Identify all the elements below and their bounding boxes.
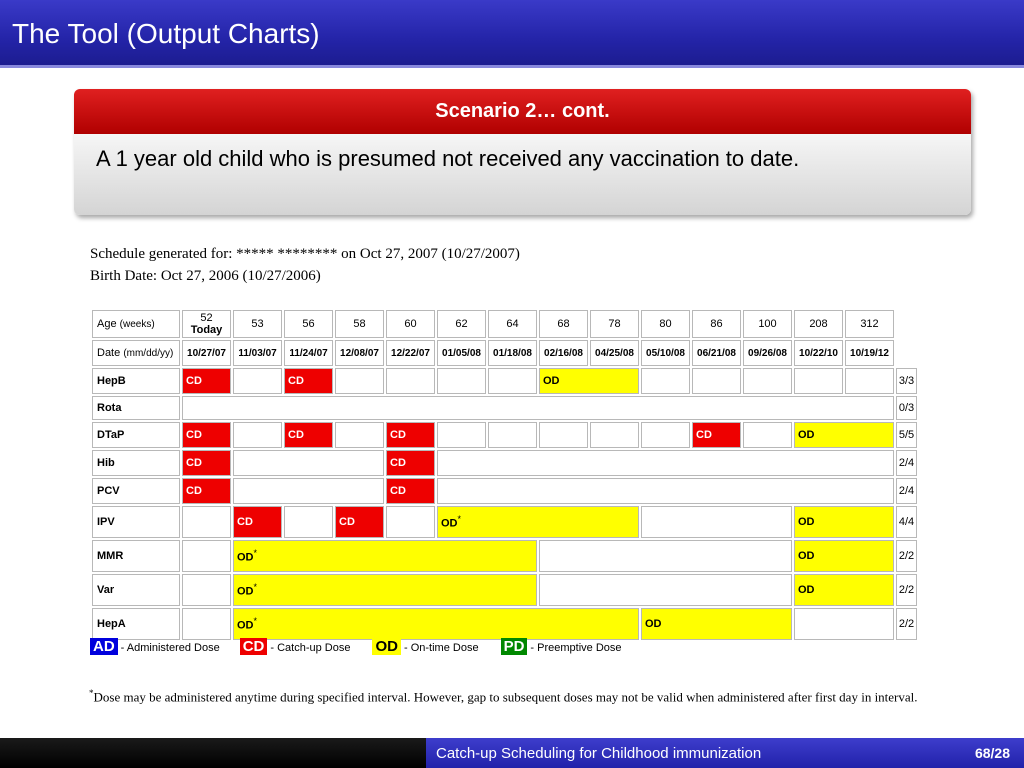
empty-cell — [845, 368, 894, 394]
date-cell — [743, 340, 792, 366]
dose-status-value: 2/2 — [898, 550, 915, 562]
on-time-dose-cell — [794, 540, 894, 572]
date-cell — [845, 340, 894, 366]
age-value: 100 — [758, 318, 777, 330]
age-value: 64 — [506, 318, 519, 330]
empty-cell — [692, 368, 741, 394]
age-value: 60 — [404, 318, 417, 330]
empty-cell — [182, 540, 231, 572]
empty-cell — [437, 478, 894, 504]
date-value: 02/16/08 — [544, 347, 583, 359]
vaccine-label: PCV — [97, 485, 120, 497]
catch-up-dose-cell — [182, 478, 231, 504]
age-value: 56 — [302, 318, 315, 330]
vaccine-label: HepA — [97, 618, 126, 630]
catch-up-dose-cell — [182, 422, 231, 448]
footer-text: Catch-up Scheduling for Childhood immunization — [436, 745, 762, 762]
age-unit: (weeks) — [119, 319, 155, 330]
legend-item-od — [372, 638, 479, 655]
vaccine-label: DTaP — [97, 429, 125, 441]
vaccine-name — [92, 506, 180, 538]
dose-code: OD — [798, 429, 815, 441]
date-value: 11/03/07 — [238, 347, 277, 359]
dose-code: CD — [390, 457, 406, 469]
age-value: 80 — [659, 318, 672, 330]
age-cell — [641, 310, 690, 338]
empty-cell — [437, 422, 486, 448]
catch-up-dose-cell — [284, 368, 333, 394]
slide-title: The Tool (Output Charts) — [12, 18, 320, 49]
catch-up-dose-cell — [386, 422, 435, 448]
dose-star: * — [253, 616, 258, 627]
on-time-dose-cell — [539, 368, 639, 394]
dose-code: CD — [696, 429, 712, 441]
date-value: 12/22/07 — [391, 347, 430, 359]
age-cell — [590, 310, 639, 338]
today-label: Today — [190, 324, 223, 336]
dose-status-value: 5/5 — [898, 429, 915, 441]
dose-status — [896, 368, 917, 394]
date-row — [92, 340, 917, 366]
age-cell — [743, 310, 792, 338]
empty-cell — [539, 540, 792, 572]
date-cell — [692, 340, 741, 366]
age-value: 86 — [710, 318, 723, 330]
date-cell — [335, 340, 384, 366]
dose-code: OD — [441, 517, 458, 530]
vaccine-row-hib — [92, 450, 917, 476]
vaccine-row-ipv — [92, 506, 917, 538]
empty-cell — [233, 368, 282, 394]
footnote — [89, 684, 965, 706]
on-time-dose-cell — [641, 608, 792, 640]
date-cell — [590, 340, 639, 366]
dose-status — [896, 422, 917, 448]
empty-cell — [233, 450, 384, 476]
date-cell — [488, 340, 537, 366]
catch-up-dose-cell — [182, 368, 231, 394]
empty-cell — [233, 422, 282, 448]
catch-up-dose-cell — [233, 506, 282, 538]
on-time-dose-cell — [233, 608, 639, 640]
dose-status — [896, 506, 917, 538]
age-value: 52 — [200, 312, 213, 324]
date-value: 05/10/08 — [646, 347, 685, 359]
dose-status-value: 2/2 — [898, 618, 915, 630]
dose-code: CD — [288, 375, 304, 387]
age-value: 58 — [353, 318, 366, 330]
footer-right — [426, 738, 1024, 768]
date-header — [92, 340, 180, 366]
vaccine-row-mmr — [92, 540, 917, 572]
catch-up-dose-cell — [386, 450, 435, 476]
block-body — [74, 134, 971, 215]
age-row — [92, 310, 917, 338]
vaccine-name — [92, 574, 180, 606]
empty-cell — [743, 422, 792, 448]
vaccine-row-var — [92, 574, 917, 606]
date-cell — [182, 340, 231, 366]
empty-cell — [641, 368, 690, 394]
dose-code: CD — [288, 429, 304, 441]
date-cell — [641, 340, 690, 366]
dose-code: CD — [390, 429, 406, 441]
empty-cell — [284, 506, 333, 538]
vaccine-name — [92, 450, 180, 476]
empty-cell — [335, 368, 384, 394]
vaccine-row-dtap — [92, 422, 917, 448]
on-time-dose-cell — [233, 540, 537, 572]
dose-code: CD — [390, 485, 406, 497]
legend-label: - Preemptive Dose — [530, 642, 622, 654]
empty-cell — [386, 506, 435, 538]
vaccine-name — [92, 368, 180, 394]
date-value: 01/18/08 — [493, 347, 532, 359]
schedule-chart — [86, 238, 966, 728]
date-value: 01/05/08 — [442, 347, 481, 359]
dose-code: OD — [237, 585, 254, 598]
date-cell — [794, 340, 843, 366]
footer-left — [0, 738, 426, 768]
dose-status — [896, 478, 917, 504]
dose-star: * — [457, 514, 462, 525]
legend-swatch: AD — [90, 638, 118, 655]
dose-code: OD — [645, 618, 662, 630]
empty-cell — [488, 368, 537, 394]
status-header — [896, 310, 917, 338]
dose-code: OD — [798, 516, 815, 528]
vaccine-row-pcv — [92, 478, 917, 504]
legend-item-cd — [240, 638, 351, 655]
legend-swatch: PD — [501, 638, 528, 655]
on-time-dose-cell — [794, 422, 894, 448]
age-cell — [182, 310, 231, 338]
dose-star: * — [253, 548, 258, 559]
empty-cell — [182, 506, 231, 538]
date-value: 10/27/07 — [187, 347, 226, 359]
legend-item-pd — [501, 638, 622, 655]
legend-swatch: CD — [240, 638, 268, 655]
vaccine-name — [92, 540, 180, 572]
vaccine-name — [92, 422, 180, 448]
empty-cell — [539, 574, 792, 606]
dose-status — [896, 450, 917, 476]
vaccine-row-hepa — [92, 608, 917, 640]
catch-up-dose-cell — [386, 478, 435, 504]
dose-code: OD — [237, 551, 254, 564]
date-value: 10/22/10 — [799, 347, 838, 359]
empty-cell — [233, 478, 384, 504]
vaccine-row-hepb — [92, 368, 917, 394]
catch-up-dose-cell — [692, 422, 741, 448]
dose-status-value: 2/4 — [898, 457, 915, 469]
dose-status — [896, 608, 917, 640]
age-cell — [284, 310, 333, 338]
page-number: 68/28 — [974, 745, 1010, 761]
empty-cell — [182, 574, 231, 606]
age-value: 53 — [251, 318, 264, 330]
vaccine-name — [92, 478, 180, 504]
date-value: 04/25/08 — [595, 347, 634, 359]
age-value: 312 — [860, 318, 879, 330]
empty-cell — [641, 506, 792, 538]
age-value: 68 — [557, 318, 570, 330]
legend — [90, 638, 622, 655]
empty-cell — [488, 422, 537, 448]
footer — [0, 738, 1024, 768]
empty-cell — [437, 450, 894, 476]
on-time-dose-cell — [233, 574, 537, 606]
date-value: 12/08/07 — [340, 347, 379, 359]
empty-cell — [182, 396, 894, 420]
catch-up-dose-cell — [335, 506, 384, 538]
age-value: 62 — [455, 318, 468, 330]
vaccine-row-rota — [92, 396, 917, 420]
on-time-dose-cell — [794, 506, 894, 538]
empty-cell — [335, 422, 384, 448]
age-cell — [386, 310, 435, 338]
date-value: 10/19/12 — [850, 347, 889, 359]
dose-code: CD — [186, 429, 202, 441]
empty-cell — [794, 608, 894, 640]
empty-cell — [539, 422, 588, 448]
empty-cell — [743, 368, 792, 394]
legend-label: - Catch-up Dose — [270, 642, 351, 654]
on-time-dose-cell — [794, 574, 894, 606]
vaccine-label: HepB — [97, 375, 126, 387]
date-label: Date — [97, 347, 121, 359]
dose-status-value: 4/4 — [898, 516, 915, 528]
age-header — [92, 310, 180, 338]
age-cell — [233, 310, 282, 338]
age-cell — [539, 310, 588, 338]
schedule-generated-for: Schedule generated for: ***** ******** on Oct 27, 2007 (10/27/2007) — [90, 246, 520, 262]
vaccine-label: IPV — [97, 516, 115, 528]
vaccine-name — [92, 608, 180, 640]
age-cell — [335, 310, 384, 338]
date-cell — [284, 340, 333, 366]
title-bar — [0, 0, 1024, 68]
date-value: 09/26/08 — [748, 347, 787, 359]
catch-up-dose-cell — [182, 450, 231, 476]
age-cell — [692, 310, 741, 338]
dose-status-value: 0/3 — [898, 402, 915, 414]
date-cell — [437, 340, 486, 366]
dose-status-value: 3/3 — [898, 375, 915, 387]
date-cell — [386, 340, 435, 366]
age-cell — [488, 310, 537, 338]
vaccine-label: Var — [97, 584, 115, 596]
dose-status — [896, 574, 917, 606]
dose-status — [896, 396, 917, 420]
date-value: 06/21/08 — [697, 347, 736, 359]
dose-code: OD — [543, 375, 560, 387]
birth-date: Birth Date: Oct 27, 2006 (10/27/2006) — [90, 268, 321, 284]
empty-cell — [182, 608, 231, 640]
age-cell — [794, 310, 843, 338]
date-cell — [233, 340, 282, 366]
dose-code: OD — [798, 584, 815, 596]
dose-star: * — [253, 582, 258, 593]
catch-up-dose-cell — [284, 422, 333, 448]
date-unit: (mm/dd/yy) — [123, 348, 174, 359]
age-label: Age — [97, 318, 117, 330]
scenario-block — [74, 89, 971, 215]
legend-item-ad — [90, 638, 220, 655]
dose-code: CD — [237, 516, 253, 528]
dose-code: OD — [237, 619, 254, 632]
vaccine-name — [92, 396, 180, 420]
empty-cell — [794, 368, 843, 394]
date-value: 11/24/07 — [289, 347, 328, 359]
age-value: 78 — [608, 318, 621, 330]
vaccine-label: Hib — [97, 457, 115, 469]
block-text: A 1 year old child who is presumed not received any vaccination to date. — [96, 146, 800, 171]
empty-cell — [590, 422, 639, 448]
age-value: 208 — [809, 318, 828, 330]
dose-status — [896, 540, 917, 572]
block-title: Scenario 2… cont. — [74, 89, 971, 134]
footnote-text: Dose may be administered anytime during specified interval. However, gap to subsequent doses may not be valid when administered after first day in interval. — [93, 689, 918, 705]
dose-code: CD — [186, 457, 202, 469]
empty-cell — [641, 422, 690, 448]
legend-swatch: OD — [372, 638, 401, 655]
vaccine-label: Rota — [97, 402, 122, 414]
dose-code: CD — [186, 375, 202, 387]
legend-label: - On-time Dose — [403, 642, 479, 654]
footnote-star: * — [89, 688, 94, 698]
on-time-dose-cell — [437, 506, 639, 538]
vaccine-label: MMR — [97, 550, 124, 562]
empty-cell — [386, 368, 435, 394]
age-cell — [845, 310, 894, 338]
dose-code: OD — [798, 550, 815, 562]
age-cell — [437, 310, 486, 338]
empty-cell — [437, 368, 486, 394]
dose-code: CD — [339, 516, 355, 528]
schedule-table — [90, 308, 919, 642]
dose-status-value: 2/4 — [898, 485, 915, 497]
date-cell — [539, 340, 588, 366]
dose-code: CD — [186, 485, 202, 497]
status-header — [896, 340, 917, 366]
legend-label: - Administered Dose — [120, 642, 220, 654]
dose-status-value: 2/2 — [898, 584, 915, 596]
